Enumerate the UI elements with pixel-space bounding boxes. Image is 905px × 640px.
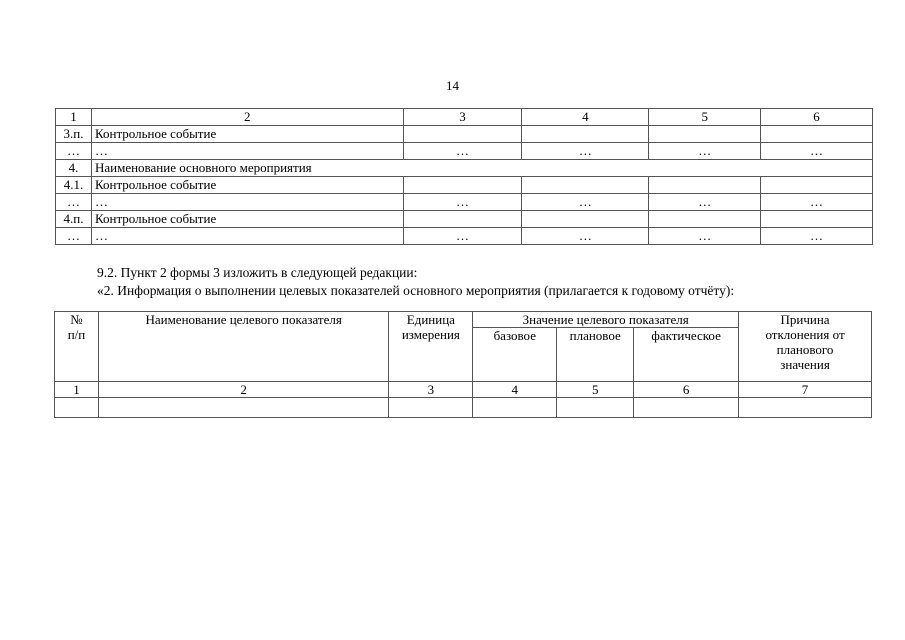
row-value	[761, 211, 873, 228]
table1-header-cell: 4	[522, 109, 649, 126]
row-number: 3.п.	[56, 126, 92, 143]
column-number: 3	[389, 382, 473, 398]
row-value	[403, 211, 522, 228]
header-indicator-name: Наименование целевого показателя	[98, 312, 388, 382]
row-name: Наименование основного мероприятия	[91, 160, 872, 177]
empty-cell	[557, 398, 634, 418]
header-deviation-reason: Причина отклонения от планового значения	[739, 312, 872, 382]
page-number: 14	[446, 78, 459, 93]
row-number: 4.	[56, 160, 92, 177]
row-value: …	[522, 194, 649, 211]
row-value	[522, 211, 649, 228]
row-value	[403, 177, 522, 194]
header-unit: Единица измерения	[389, 312, 473, 382]
row-name: …	[91, 194, 403, 211]
paragraph-9-2: 9.2. Пункт 2 формы 3 изложить в следующей редакции:	[97, 265, 418, 280]
row-value	[761, 126, 873, 143]
table1-header-cell: 6	[761, 109, 873, 126]
table-row	[56, 228, 873, 245]
row-value: …	[522, 143, 649, 160]
table1-header-cell: 3	[403, 109, 522, 126]
row-name: …	[91, 143, 403, 160]
column-number: 7	[739, 382, 872, 398]
table-row	[56, 160, 873, 177]
column-number: 2	[98, 382, 388, 398]
row-value: …	[403, 194, 522, 211]
row-value: …	[649, 143, 761, 160]
column-number: 5	[557, 382, 634, 398]
column-number: 1	[55, 382, 99, 398]
empty-cell	[739, 398, 872, 418]
row-value: …	[403, 228, 522, 245]
row-value	[522, 177, 649, 194]
header-fact: фактическое	[634, 328, 739, 382]
row-value	[649, 211, 761, 228]
table-row	[56, 126, 873, 143]
row-name: Контрольное событие	[91, 126, 403, 143]
table-row	[56, 194, 873, 211]
table-row	[56, 211, 873, 228]
row-value	[649, 177, 761, 194]
table1-header-cell: 5	[649, 109, 761, 126]
row-value: …	[649, 194, 761, 211]
table1-header-cell: 2	[91, 109, 403, 126]
row-value: …	[649, 228, 761, 245]
row-value: …	[522, 228, 649, 245]
empty-cell	[473, 398, 557, 418]
target-indicators-table	[54, 311, 872, 418]
row-value	[403, 126, 522, 143]
row-value: …	[761, 194, 873, 211]
row-name: …	[91, 228, 403, 245]
table1-header-cell: 1	[56, 109, 92, 126]
row-number: …	[56, 143, 92, 160]
row-number: …	[56, 194, 92, 211]
row-value	[761, 177, 873, 194]
row-value: …	[761, 228, 873, 245]
header-plan: плановое	[557, 328, 634, 382]
row-value	[649, 126, 761, 143]
header-indicator-value: Значение целевого показателя	[473, 312, 739, 328]
empty-cell	[389, 398, 473, 418]
row-value: …	[761, 143, 873, 160]
empty-cell	[634, 398, 739, 418]
row-value	[522, 126, 649, 143]
row-name: Контрольное событие	[91, 177, 403, 194]
row-number: 4.п.	[56, 211, 92, 228]
table-row	[56, 177, 873, 194]
row-value: …	[403, 143, 522, 160]
empty-cell	[98, 398, 388, 418]
header-base: базовое	[473, 328, 557, 382]
column-number: 6	[634, 382, 739, 398]
control-events-table	[55, 108, 873, 245]
table-row	[56, 143, 873, 160]
paragraph-info-indicators: «2. Информация о выполнении целевых показателей основного мероприятия (прилагается к годовому отчёту):	[97, 283, 735, 298]
column-number: 4	[473, 382, 557, 398]
row-name: Контрольное событие	[91, 211, 403, 228]
empty-cell	[55, 398, 99, 418]
row-number: …	[56, 228, 92, 245]
row-number: 4.1.	[56, 177, 92, 194]
header-num: № п/п	[55, 312, 99, 382]
